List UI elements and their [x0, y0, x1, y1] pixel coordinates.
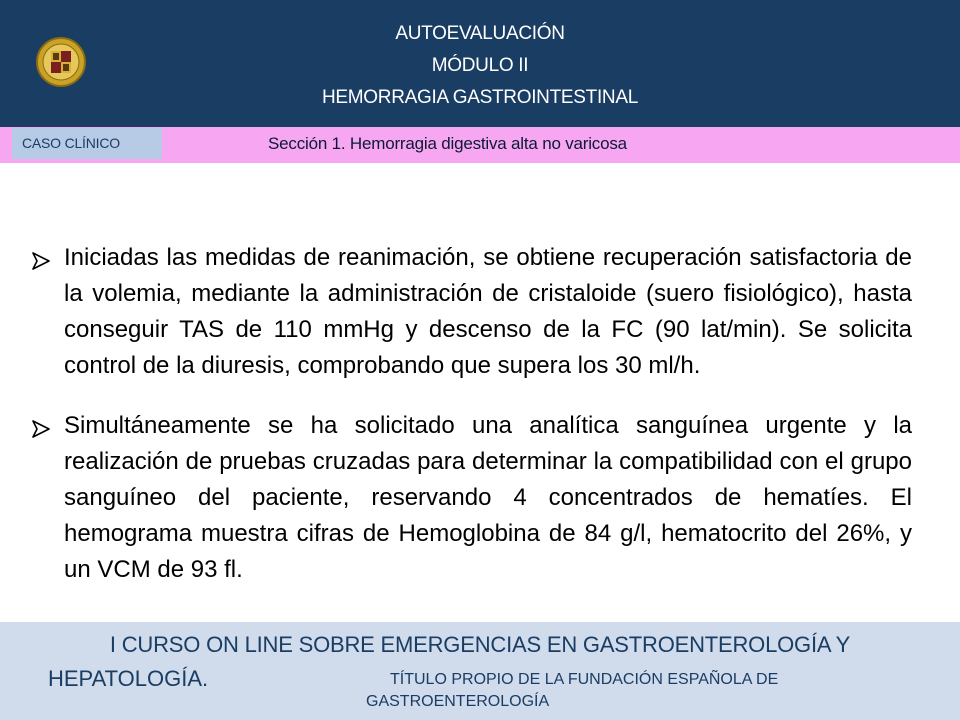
- footer-course-title: I CURSO ON LINE SOBRE EMERGENCIAS EN GASTROENTEROLOGÍA Y: [109, 632, 851, 657]
- header-title-line1: AUTOEVALUACIÓN: [395, 23, 565, 44]
- bullet-text: Iniciadas las medidas de reanimación, se obtiene recuperación satisfactoria de la volemia, mediante la administración de cristaloide (suero fisiológico), hasta conseguir TAS de 110 mmHg y descenso de la FC (90 lat/min). Se solicita control de la diuresis, comprobando que supera los 30 ml/h.: [64, 244, 912, 379]
- footer-foundation-text: TÍTULO PROPIO DE LA FUNDACIÓN ESPAÑOLA DE: [390, 671, 779, 688]
- bullet-item: [32, 240, 912, 384]
- bullet-text: Simultáneamente se ha solicitado una analítica sanguínea urgente y la realización de pruebas cruzadas para determinar la compatibilidad con el grupo sanguíneo del paciente, reservando 4 concentrados de hematíes. El hemograma muestra cifras de Hemoglobina de 84 g/l, hematocrito del 26%, y un VCM de 93 fl.: [64, 412, 912, 583]
- footer-course-title-end: HEPATOLOGÍA.: [48, 666, 209, 691]
- header-titles: [0, 18, 960, 114]
- section-title: Sección 1. Hemorragia digestiva alta no varicosa: [268, 134, 627, 153]
- header-title-line3: HEMORRAGIA GASTROINTESTINAL: [321, 87, 638, 108]
- arrow-bullet-icon: [32, 420, 50, 438]
- footer-foundation-text-end: GASTROENTEROLOGÍA: [366, 693, 550, 710]
- slide-content: [32, 240, 912, 612]
- arrow-bullet-icon: [32, 252, 50, 270]
- header-banner: [0, 0, 960, 127]
- footer-banner: [0, 622, 960, 720]
- header-title-line2: MÓDULO II: [431, 55, 529, 76]
- case-tag: CASO CLÍNICO: [12, 128, 162, 159]
- bullet-item: [32, 408, 912, 588]
